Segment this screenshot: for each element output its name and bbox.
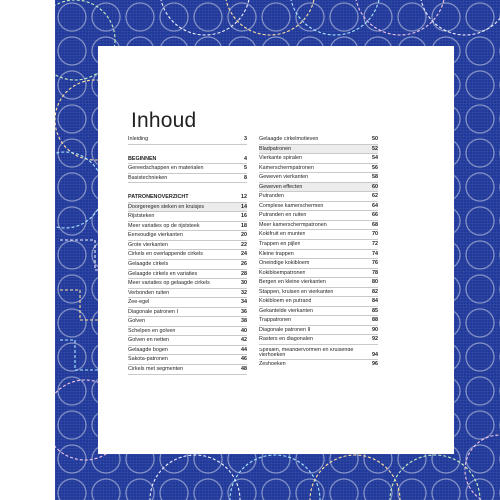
toc-entry-label: Basistechnieken	[128, 174, 168, 181]
toc-page-number: 54	[372, 155, 378, 162]
toc-page-number: 20	[241, 232, 247, 239]
toc-entry-label: Gelaagde bogen	[128, 346, 168, 353]
toc-page-number: 68	[372, 221, 378, 228]
toc-entry-label: PATRONENOVERZICHT	[128, 194, 189, 201]
toc-entry-row	[259, 288, 378, 298]
toc-page-number: 40	[241, 327, 247, 334]
toc-page-number: 60	[372, 183, 378, 190]
toc-page-number: 36	[241, 308, 247, 315]
toc-entry-row	[259, 269, 378, 279]
toc-page-number: 26	[241, 261, 247, 268]
toc-page-number: 90	[372, 326, 378, 333]
toc-entry-row	[259, 326, 378, 336]
toc-entry-row	[259, 154, 378, 164]
toc-entry-row	[259, 211, 378, 221]
toc-entry-row	[128, 308, 247, 318]
toc-entry-label: Stappen, kruisen en vierkanten	[259, 288, 334, 295]
toc-entry-label: Geweven vierkanten	[259, 174, 309, 181]
toc-entry-row	[128, 279, 247, 289]
toc-entry-label: Verbonden ruiten	[128, 289, 170, 296]
toc-page-number: 28	[241, 270, 247, 277]
toc-entry-row	[259, 345, 378, 360]
toc-entry-label: Bergen en kleine vierkanten	[259, 279, 326, 286]
toc-page-number: 44	[241, 346, 247, 353]
toc-page-number: 74	[372, 250, 378, 257]
toc-entry-label: Putranden en ruiten	[259, 212, 307, 219]
toc-page-number: 76	[372, 260, 378, 267]
toc-entry-label: Zeshoeken	[259, 361, 286, 368]
toc-entry-label: Zee-egel	[128, 299, 150, 306]
toc-page-number: 46	[241, 356, 247, 363]
toc-page-number: 96	[372, 361, 378, 368]
toc-entry-label: Bladpatronen	[259, 145, 292, 152]
toc-page-number: 50	[372, 136, 378, 142]
toc-entry-row	[128, 336, 247, 346]
toc-page-number: 82	[372, 288, 378, 295]
toc-entry-label: Putranden	[259, 193, 284, 200]
toc-page-number: 58	[372, 174, 378, 181]
toc-page-number: 78	[372, 269, 378, 276]
toc-entry-label: Sakota-patronen	[128, 356, 168, 363]
toc-entry-label: Gekantelde vierkanten	[259, 307, 313, 314]
toc-entry-label: Inleiding	[128, 136, 149, 142]
toc-entry-row	[128, 317, 247, 327]
toc-entry-label: Trappen en pijlen	[259, 241, 301, 248]
toc-entry-row	[128, 222, 247, 232]
toc-page-number: 56	[372, 164, 378, 171]
toc-entry-label: Gelaagde cirkels	[128, 261, 169, 268]
toc-entry-row	[259, 259, 378, 269]
toc-page-number: 88	[372, 317, 378, 324]
toc-entry-label: Gereedschappen en materialen	[128, 165, 204, 172]
toc-entry-row	[259, 335, 378, 345]
toc-entry-label: Geweven effecten	[259, 183, 303, 190]
toc-entry-row	[259, 183, 378, 193]
toc-page-number: 84	[372, 298, 378, 305]
toc-page-number: 8	[244, 174, 247, 181]
toc-entry-label: BEGINNEN	[128, 155, 157, 162]
toc-page-number: 80	[372, 279, 378, 286]
toc-entry-label: Meer variaties op de rijststeek	[128, 222, 200, 229]
toc-entry-label: Complexe kamerschermen	[259, 202, 324, 209]
toc-page-number: 48	[241, 366, 247, 373]
toc-entry-label: Vierkante spiralen	[259, 155, 303, 162]
toc-page-number: 62	[372, 193, 378, 200]
toc-entry-row	[128, 260, 247, 270]
toc-entry-row	[128, 164, 247, 174]
toc-page-number: 32	[241, 289, 247, 296]
toc-page-number: 64	[372, 202, 378, 209]
toc-right-column	[259, 135, 378, 369]
toc-page-number: 5	[244, 165, 247, 172]
toc-page-number: 3	[244, 136, 247, 142]
toc-entry-label: Diagonale patronen II	[259, 326, 311, 333]
toc-page-number: 24	[241, 251, 247, 258]
toc-entry-row	[128, 203, 247, 213]
toc-entry-label: Cirkels met segmenten	[128, 366, 184, 373]
toc-entry-row	[259, 221, 378, 231]
toc-entry-row	[128, 355, 247, 365]
toc-page-number: 70	[372, 231, 378, 238]
toc-entry-label: Trappatronen	[259, 317, 292, 324]
toc-entry-label: Kamerschermpatronen	[259, 164, 314, 171]
toc-entry-row	[128, 241, 247, 251]
toc-page-number: 14	[241, 203, 247, 210]
toc-entry-row	[128, 174, 247, 184]
toc-entry-label: Cirkels en overlappende cirkels	[128, 251, 203, 258]
toc-entry-row	[259, 135, 378, 145]
toc-entry-row	[259, 173, 378, 183]
toc-page-number: 34	[241, 299, 247, 306]
toc-left-column	[128, 135, 247, 375]
toc-entry-label: Diagonale patronen I	[128, 308, 179, 315]
toc-entry-label: Gelaagde cirkelmotieven	[259, 136, 319, 142]
toc-page-number: 42	[241, 337, 247, 344]
toc-entry-label: Meer variaties op gelaagde cirkels	[128, 280, 210, 287]
toc-entry-row	[259, 202, 378, 212]
toc-entry-label: Eenvoudige vierkanten	[128, 232, 183, 239]
toc-entry-row	[259, 164, 378, 174]
toc-page-number: 12	[241, 194, 247, 201]
toc-entry-label: Doorgeregen steken en kruisjes	[128, 203, 205, 210]
toc-entry-label: Schelpen en golven	[128, 327, 176, 334]
toc-page-number: 18	[241, 222, 247, 229]
toc-entry-row	[259, 278, 378, 288]
toc-entry-row	[128, 289, 247, 299]
toc-entry-label: Rijststeken	[128, 213, 155, 220]
toc-entry-row	[259, 230, 378, 240]
toc-page-number: 94	[372, 352, 378, 359]
toc-entry-label: Oneindige kokibloem	[259, 260, 310, 267]
toc-page-number: 22	[241, 241, 247, 248]
toc-entry-label: Meer kamerschermpatronen	[259, 221, 327, 228]
toc-page-number: 4	[244, 155, 247, 162]
toc-entry-row	[259, 192, 378, 202]
toc-entry-row	[128, 250, 247, 260]
toc-entry-row	[259, 297, 378, 307]
toc-page-number: 72	[372, 241, 378, 248]
toc-entry-row	[128, 212, 247, 222]
toc-entry-row	[128, 231, 247, 241]
toc-entry-label: Golven	[128, 318, 146, 325]
toc-gap	[128, 183, 247, 193]
toc-section-row	[128, 193, 247, 203]
toc-page-number: 66	[372, 212, 378, 219]
toc-entry-row	[128, 327, 247, 337]
toc-entry-row	[128, 298, 247, 308]
toc-entry-row	[259, 250, 378, 260]
toc-entry-row	[128, 135, 247, 145]
toc-entry-label: Gelaagde cirkels en variaties	[128, 270, 198, 277]
toc-entry-row	[128, 346, 247, 356]
toc-page-number: 52	[372, 145, 378, 152]
toc-entry-label: Kokifruit en munten	[259, 231, 306, 238]
toc-entry-row	[259, 145, 378, 155]
toc-entry-label: Rasters en diagonalen	[259, 336, 313, 343]
toc-entry-label: Kokibloempatronen	[259, 269, 306, 276]
toc-entry-row	[259, 360, 378, 369]
toc-entry-label: Grote vierkanten	[128, 241, 168, 248]
toc-entry-label: Kokibloem en putrand	[259, 298, 312, 305]
toc-entry-label: Golven en netten	[128, 337, 170, 344]
toc-page-number: 16	[241, 213, 247, 220]
toc-entry-row	[128, 270, 247, 280]
toc-page-number: 30	[241, 280, 247, 287]
toc-gap	[128, 145, 247, 155]
toc-page-number: 38	[241, 318, 247, 325]
toc-entry-row	[259, 307, 378, 317]
toc-page-number: 85	[372, 307, 378, 314]
page-title: Inhoud	[131, 109, 197, 133]
toc-entry-label: Kleine trappen	[259, 250, 294, 257]
toc-entry-row	[259, 316, 378, 326]
toc-entry-row	[259, 240, 378, 250]
toc-entry-row	[128, 365, 247, 375]
toc-section-row	[128, 155, 247, 165]
toc-entry-label: Spiralen, meandervormen en kruisende vierhoeken	[259, 347, 354, 359]
toc-page-number: 92	[372, 336, 378, 343]
